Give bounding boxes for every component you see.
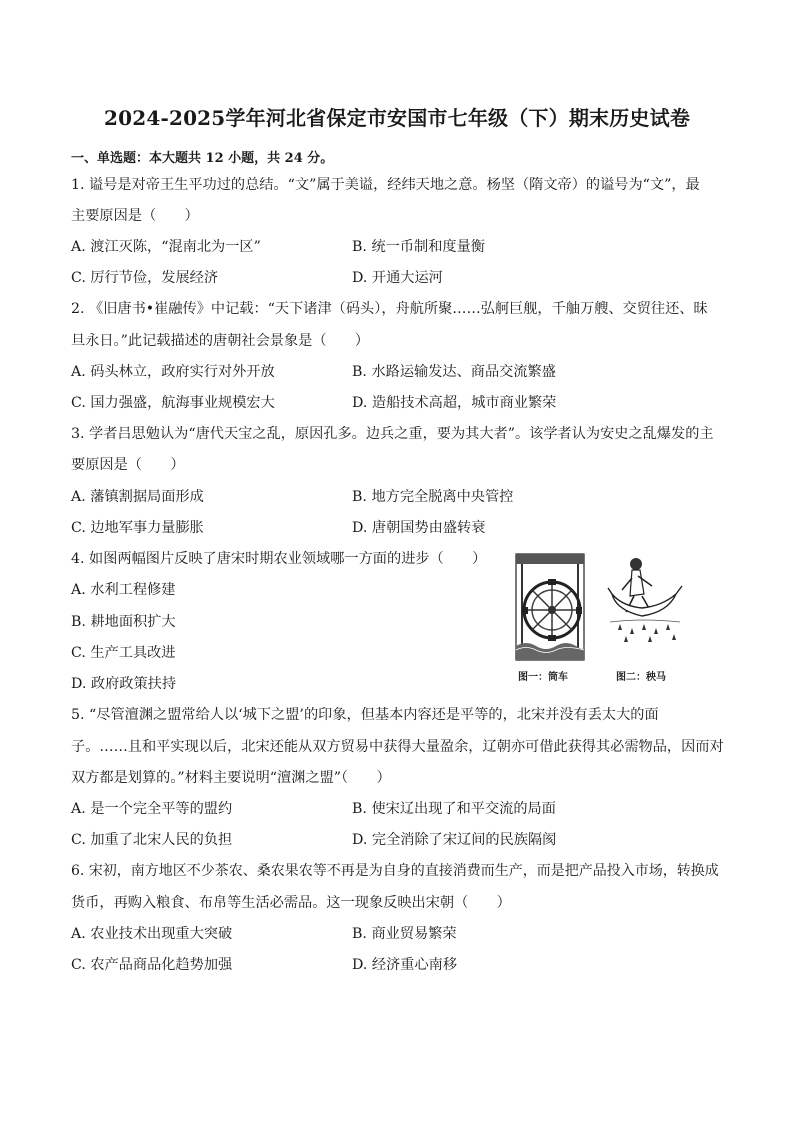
q1-option-a: A. 渡江灭陈，“混南北为一区” <box>71 239 261 255</box>
q2-option-c: C. 国力强盛，航海事业规模宏大 <box>71 395 275 411</box>
q5-option-c: C. 加重了北宋人民的负担 <box>71 832 233 848</box>
q5-option-a: A. 是一个完全平等的盟约 <box>71 801 233 817</box>
section-heading: 一、单选题：本大题共 12 小题，共 24 分。 <box>71 151 334 166</box>
figure2-caption: 图二：秧马 <box>616 672 666 683</box>
q1-option-c: C. 厉行节俭，发展经济 <box>71 270 219 286</box>
figure1-caption: 图一：筒车 <box>518 672 568 683</box>
q4-option-a: A. 水利工程修建 <box>71 582 176 598</box>
q6-stem-line1: 6. 宋初，南方地区不少茶农、桑农果农等不再是为自身的直接消费而生产，而是把产品投入市场，转换成 <box>71 863 719 879</box>
q4-option-d: D. 政府政策扶持 <box>71 676 177 692</box>
q6-option-c: C. 农产品商品化趋势加强 <box>71 957 233 973</box>
q3-stem-line1: 3. 学者吕思勉认为“唐代天宝之乱，原因孔多。边兵之重，要为其大者”。该学者认为安史之乱爆发的主 <box>71 426 714 442</box>
q2-option-d: D. 造船技术高超，城市商业繁荣 <box>352 395 557 411</box>
q3-option-a: A. 藩镇割据局面形成 <box>71 489 204 505</box>
q5-option-d: D. 完全消除了宋辽间的民族隔阂 <box>352 832 557 848</box>
q5-option-b: B. 使宋辽出现了和平交流的局面 <box>352 801 556 817</box>
q1-option-b: B. 统一币制和度量衡 <box>352 239 485 255</box>
q1-stem-line1: 1. 谥号是对帝王生平功过的总结。“文”属于美谥，经纬天地之意。杨坚（隋文帝）的谥号为“文”，最 <box>71 177 700 193</box>
q1-stem-line2: 主要原因是（ ） <box>71 208 199 224</box>
q3-option-d: D. 唐朝国势由盛转衰 <box>352 520 486 536</box>
q3-stem-line2: 要原因是（ ） <box>71 457 185 473</box>
q3-option-c: C. 边地军事力量膨胀 <box>71 520 204 536</box>
q4-stem-line1: 4. 如图两幅图片反映了唐宋时期农业领域哪一方面的进步（ ） <box>71 551 487 567</box>
q1-option-d: D. 开通大运河 <box>352 270 443 286</box>
q3-option-b: B. 地方完全脱离中央管控 <box>352 489 514 505</box>
exam-title: 2024-2025学年河北省保定市安国市七年级（下）期末历史试卷 <box>103 106 691 130</box>
q5-stem-line2: 子。……且和平实现以后，北宋还能从双方贸易中获得大量盈余，辽朝亦可借此获得其必需物品，因而对 <box>71 739 724 755</box>
q4-option-c: C. 生产工具改进 <box>71 645 176 661</box>
q6-option-b: B. 商业贸易繁荣 <box>352 926 457 942</box>
q6-stem-line2: 货币，再购入粮食、布帛等生活必需品。这一现象反映出宋朝（ ） <box>71 895 511 911</box>
q4-figure-illustrations <box>512 550 692 688</box>
q2-option-b: B. 水路运输发达、商品交流繁盛 <box>352 364 556 380</box>
q6-option-d: D. 经济重心南移 <box>352 957 458 973</box>
waterwheel-illustration <box>516 554 584 660</box>
q5-stem-line3: 双方都是划算的。”材料主要说明“澶渊之盟”（ ） <box>71 770 391 786</box>
q2-stem-line2: 旦永日。”此记载描述的唐朝社会景象是（ ） <box>71 333 370 349</box>
yangma-illustration <box>608 558 682 642</box>
q2-option-a: A. 码头林立，政府实行对外开放 <box>71 364 275 380</box>
q6-option-a: A. 农业技术出现重大突破 <box>71 926 233 942</box>
q4-option-b: B. 耕地面积扩大 <box>71 614 176 630</box>
q4-figure <box>512 550 692 688</box>
q2-stem-line1: 2. 《旧唐书•崔融传》中记载：“天下诸津（码头），舟航所聚……弘舸巨舰，千舳万艘、交贸往还、昧 <box>71 301 708 317</box>
q5-stem-line1: 5. “尽管澶渊之盟常给人以‘城下之盟’的印象，但基本内容还是平等的，北宋并没有丢太大的面 <box>71 707 659 723</box>
